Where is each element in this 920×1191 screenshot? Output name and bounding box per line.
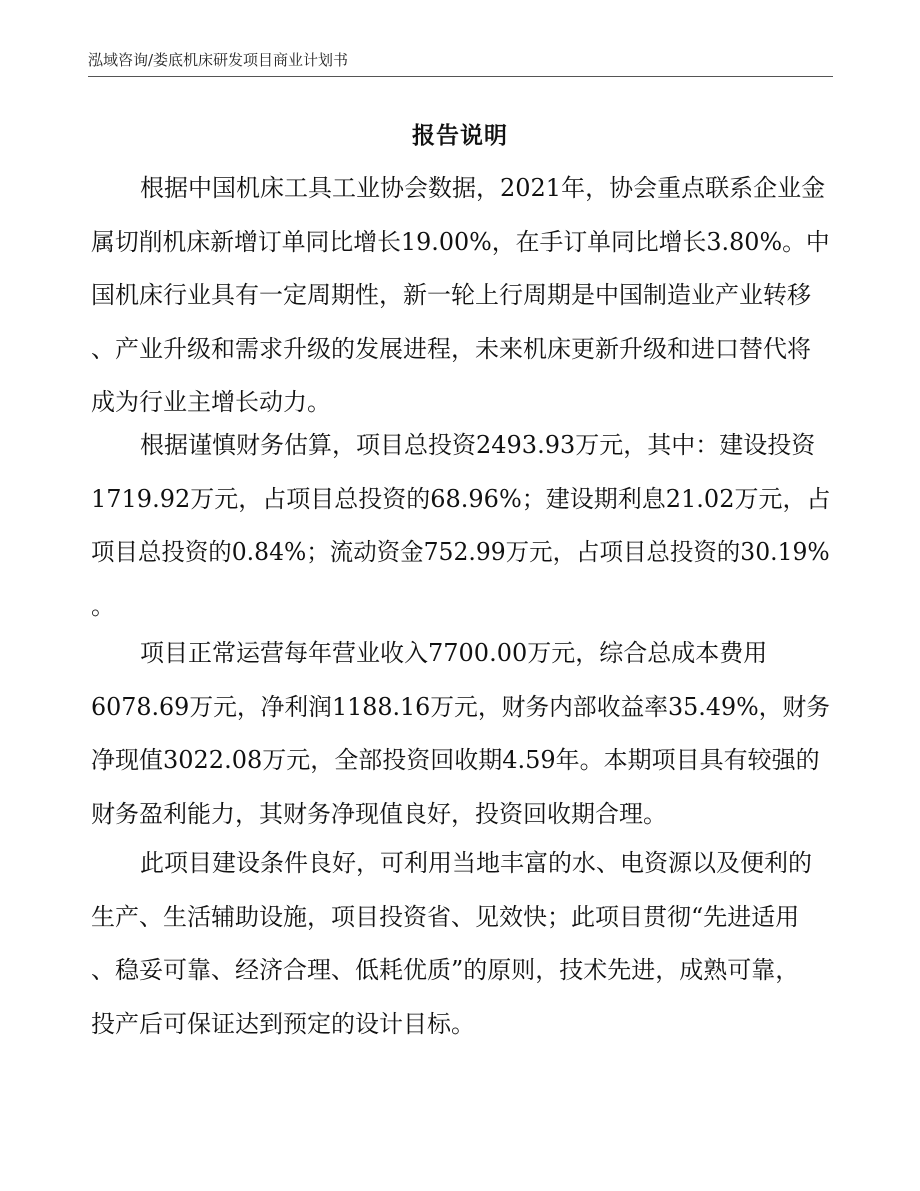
paragraph-line: 、稳妥可靠、经济合理、低耗优质”的原则，技术先进，成熟可靠， (91, 956, 800, 984)
paragraph-line: 生产、生活辅助设施，项目投资省、见效快；此项目贯彻“先进适用 (91, 902, 800, 931)
paragraph-line: 根据谨慎财务估算，项目总投资2493.93万元，其中：建设投资 (140, 431, 816, 459)
paragraph-line: 国机床行业具有一定周期性，新一轮上行周期是中国制造业产业转移 (91, 281, 811, 309)
paragraph-line: 投产后可保证达到预定的设计目标。 (91, 1009, 475, 1038)
paragraph-line: 财务盈利能力，其财务净现值良好，投资回收期合理。 (91, 799, 667, 828)
paragraph-line: 成为行业主增长动力。 (91, 388, 331, 416)
paragraph-line: 项目正常运营每年营业收入7700.00万元，综合总成本费用 (140, 639, 768, 667)
paragraph-line: 根据中国机床工具工业协会数据，2021年，协会重点联系企业金 (140, 174, 826, 202)
paragraph-line: 、产业升级和需求升级的发展进程，未来机床更新升级和进口替代将 (91, 334, 811, 363)
paragraph-line: 净现值3022.08万元，全部投资回收期4.59年。本期项目具有较强的 (91, 746, 820, 774)
paragraph-line: 1719.92万元，占项目总投资的68.96%；建设期利息21.02万元，占 (91, 484, 831, 513)
paragraph-line: 属切削机床新增订单同比增长19.00%，在手订单同比增长3.80%。中 (91, 227, 830, 256)
paragraph-line: 此项目建设条件良好，可利用当地丰富的水、电资源以及便利的 (140, 849, 812, 877)
running-header: 泓域咨询/娄底机床研发项目商业计划书 (88, 51, 349, 69)
paragraph-line: 6078.69万元，净利润1188.16万元，财务内部收益率35.49%，财务 (91, 692, 831, 721)
header-divider (88, 76, 833, 77)
paragraph-line: 项目总投资的0.84%；流动资金752.99万元，占项目总投资的30.19% (91, 538, 830, 566)
paragraph-line: 。 (91, 591, 115, 620)
section-title: 报告说明 (412, 122, 508, 149)
